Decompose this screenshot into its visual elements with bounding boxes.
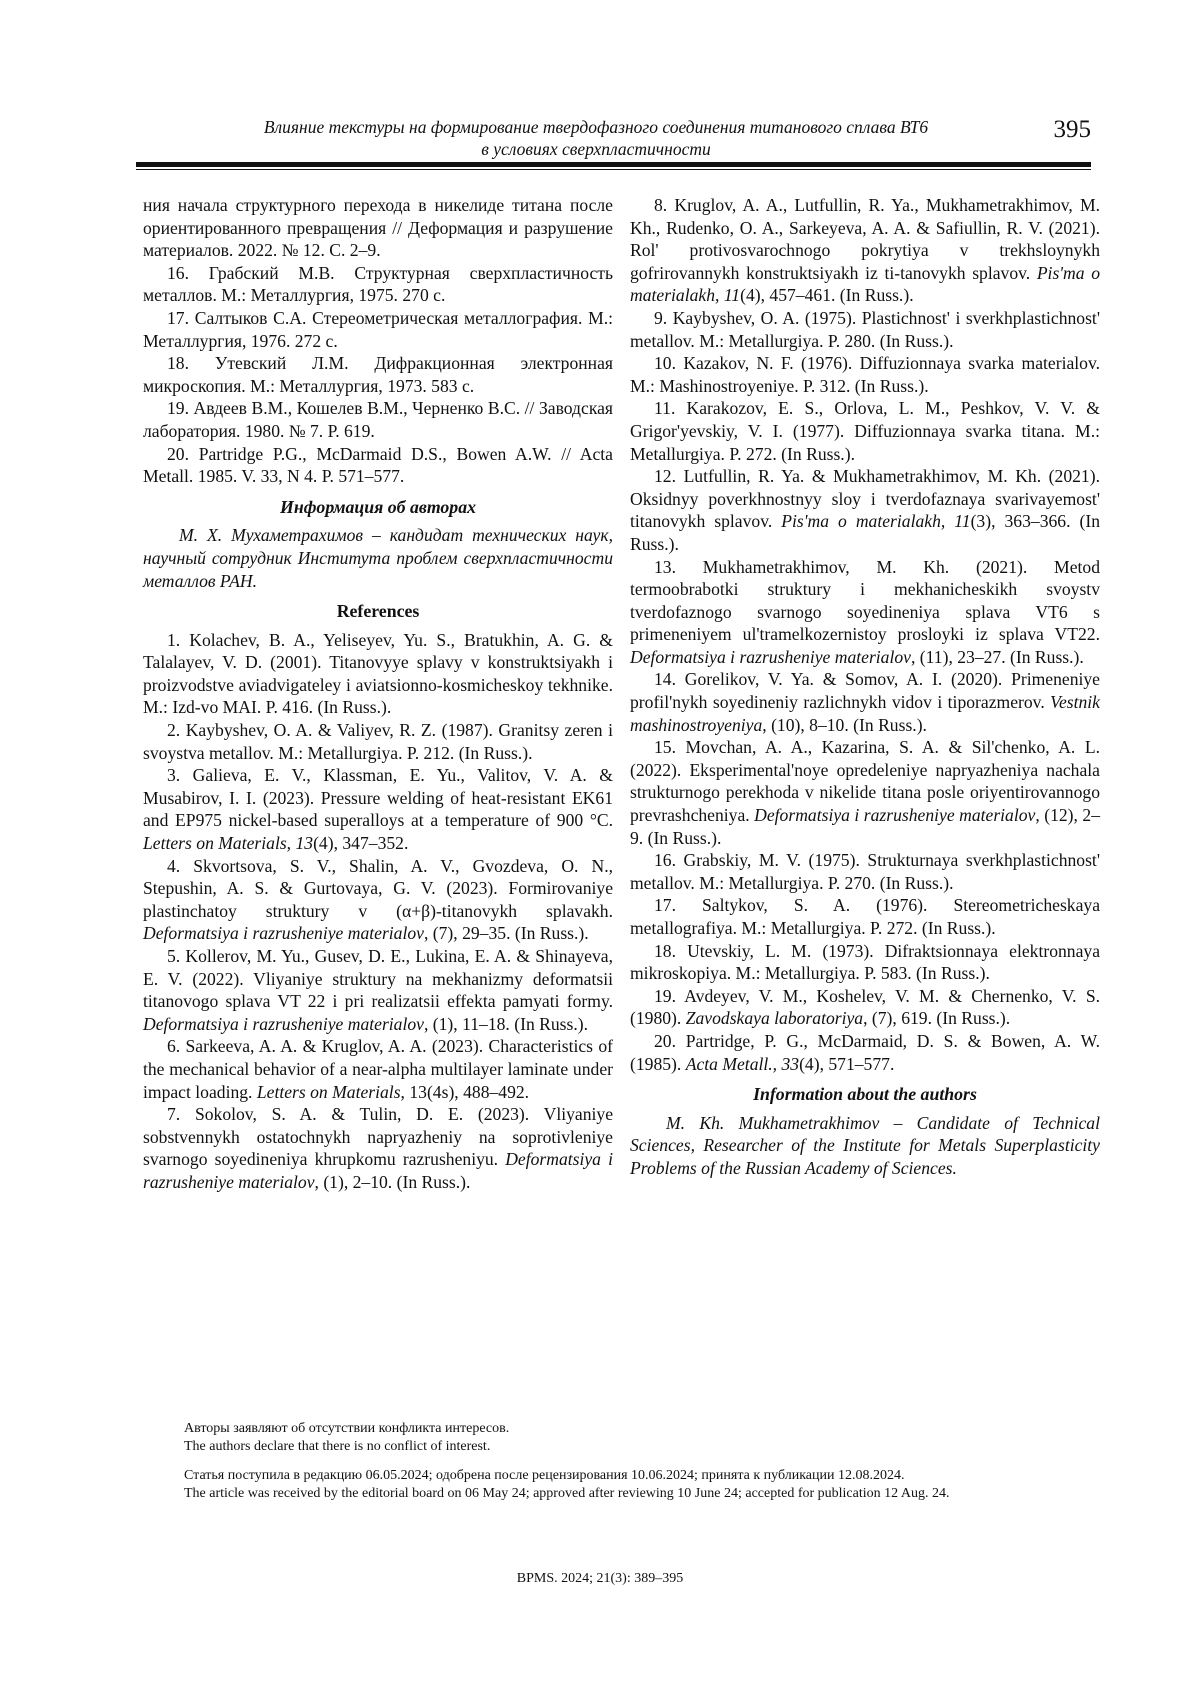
references-heading: References: [143, 600, 613, 623]
reference-text: 16. Grabskiy, M. V. (1975). Strukturnaya sverkhplastichnost' metallov. M.: Metallurgiya. P. 270. (In Russ.).: [630, 850, 1100, 893]
reference-item: [143, 1103, 613, 1193]
reference-tail: (3), 363–366. (In Russ.).: [630, 511, 1100, 554]
reference-text: 6. Sarkeeva, A. A. & Kruglov, A. A. (2023). Characteristics of the mechanical behavior of a near-alpha multilayer laminate under impact loading.: [143, 1036, 613, 1101]
footer-notes: [138, 1420, 1093, 1503]
reference-text: 8. Kruglov, A. A., Lutfullin, R. Ya., Mukhametrakhimov, M. Kh., Rudenko, O. A., Sarkeyeva, A. A. & Safiullin, R. V. (2021). Rol' protivosvarochnogo pokrytiya v trekhsloynykh gofrirovannykh konstruktsiyakh iz ti-tanovykh splavov.: [630, 195, 1100, 283]
header-rule-thin: [136, 169, 1091, 170]
reference-item: [630, 307, 1100, 352]
journal-citation: BPMS. 2024; 21(3): 389–395: [0, 1571, 1200, 1587]
conflict-ru: Авторы заявляют об отсутствии конфликта интересов.: [184, 1420, 1093, 1438]
reference-text: 14. Gorelikov, V. Ya. & Somov, A. I. (2020). Primeneniye profil'nykh soyedineniy razlichnykh vidov i tiporazmerov.: [630, 669, 1100, 712]
header-title: [206, 116, 986, 160]
authors-heading-en: Information about the authors: [630, 1083, 1100, 1106]
continued-reference: ния начала структурного перехода в никелиде титана после ориентированного превращения // Деформация и разрушение материалов. 2022. № 12. С. 2–9.: [143, 194, 613, 262]
received-en: The article was received by the editorial board on 06 May 24; approved after reviewing 10 June 24; accepted for publication 12 Aug. 24.: [138, 1485, 1093, 1503]
reference-tail: , 13(4s), 488–492.: [401, 1082, 530, 1102]
authors-heading-ru: Информация об авторах: [143, 496, 613, 519]
reference-italic: Deformatsiya i razrusheniye materialov: [143, 1014, 424, 1034]
reference-text: 18. Utevskiy, L. M. (1973). Difraktsionnaya elektronnaya mikroskopiya. M.: Metallurgiya. P. 583. (In Russ.).: [630, 941, 1100, 984]
reference-italic: Deformatsiya i razrusheniye materialov: [143, 1149, 613, 1192]
reference-text: 2. Kaybyshev, O. A. & Valiyev, R. Z. (1987). Granitsy zeren i svoystva metallov. M.: Metallurgiya. P. 212. (In Russ.).: [143, 720, 613, 763]
reference-text: 4. Skvortsova, S. V., Shalin, A. V., Gvozdeva, O. N., Stepushin, A. S. & Gurtovaya, G. V. (2023). Formirovaniye plastinchatoy struktury v (α+β)-titanovykh splavakh.: [143, 856, 613, 921]
reference-item: [143, 629, 613, 719]
reference-item: [630, 465, 1100, 555]
reference-item: [630, 194, 1100, 307]
reference-tail: , (1), 2–10. (In Russ.).: [315, 1172, 471, 1192]
reference-text: 15. Movchan, A. A., Kazarina, S. A. & Sil'chenko, A. L. (2022). Eksperimental'noye opredeleniye napryazheniya nachala strukturnogo perekhoda v nikelide titana posle oriyentirovannogo prevrashcheniya.: [630, 737, 1100, 825]
reference-italic: Deformatsiya i razrusheniye materialov: [754, 805, 1035, 825]
reference-item: [630, 397, 1100, 465]
reference-italic: Zavodskaya laboratoriya: [686, 1008, 863, 1028]
reference-tail: (4), 347–352.: [313, 833, 408, 853]
reference-tail: , (10), 8–10. (In Russ.).: [762, 715, 927, 735]
conflict-statement: [138, 1420, 1093, 1456]
received-dates: [138, 1467, 1093, 1503]
reference-text: 13. Mukhametrakhimov, M. Kh. (2021). Metod termoobrabotki struktury i mekhanicheskikh svoystv tverdofaznogo svarnogo soyedineniya splava VT6 s primeneniyem ul'tramelkozernistoy prosloyki iz splava VT22.: [630, 557, 1100, 645]
page-number: 395: [1054, 116, 1092, 144]
reference-item: [630, 894, 1100, 939]
reference-tail: , (12), 2–9. (In Russ.).: [630, 805, 1100, 848]
reference-item: [143, 1035, 613, 1103]
reference-item: [630, 849, 1100, 894]
reference-italic: Vestnik mashinostroyeniya: [630, 692, 1100, 735]
reference-text: 7. Sokolov, S. A. & Tulin, D. E. (2023). Vliyaniye sobstvennykh ostatochnykh napryazheniy na soprotivleniye svarnogo soyedineniya khrupkomu razrusheniyu.: [143, 1104, 613, 1169]
ru-reference: 19. Авдеев В.М., Кошелев В.М., Черненко В.С. // Заводская лаборатория. 1980. № 7. Р. 619.: [143, 397, 613, 442]
conflict-en: The authors declare that there is no conflict of interest.: [184, 1438, 1093, 1456]
ru-reference: 16. Грабский М.В. Структурная сверхпластичность металлов. М.: Металлургия, 1975. 270 с.: [143, 262, 613, 307]
ru-reference: 20. Partridge P.G., McDarmaid D.S., Bowen A.W. // Acta Metall. 1985. V. 33, N 4. P. 571–577.: [143, 443, 613, 488]
reference-text: 10. Kazakov, N. F. (1976). Diffuzionnaya svarka materialov. M.: Mashinostroyeniye. P. 312. (In Russ.).: [630, 353, 1100, 396]
reference-item: [143, 764, 613, 854]
reference-item: [630, 668, 1100, 736]
header-title-line2: в условиях сверхпластичности: [206, 138, 986, 160]
reference-item: [630, 352, 1100, 397]
reference-text: 3. Galieva, E. V., Klassman, E. Yu., Valitov, V. A. & Musabirov, I. I. (2023). Pressure welding of heat-resistant EK61 and EP975 nickel-based superalloys at a temperature of 900 °C.: [143, 765, 613, 830]
reference-text: 12. Lutfullin, R. Ya. & Mukhametrakhimov, M. Kh. (2021). Oksidnyy poverkhnostnyy sloy i tverdofaznaya svarivayemost' titanovykh splavov.: [630, 466, 1100, 531]
reference-italic: Deformatsiya i razrusheniye materialov: [630, 647, 911, 667]
reference-italic: Letters on Materials, 13: [143, 833, 313, 853]
reference-text: 17. Saltykov, S. A. (1976). Stereometricheskaya metallografiya. M.: Metallurgiya. P. 272. (In Russ.).: [630, 895, 1100, 938]
reference-item: [630, 556, 1100, 669]
right-column: [630, 194, 1100, 1186]
reference-italic: Letters on Materials: [257, 1082, 401, 1102]
reference-item: [630, 985, 1100, 1030]
reference-tail: , (11), 23–27. (In Russ.).: [911, 647, 1084, 667]
reference-item: [143, 719, 613, 764]
reference-text: 19. Avdeyev, V. M., Koshelev, V. M. & Chernenko, V. S. (1980).: [630, 986, 1100, 1029]
reference-tail: , (7), 29–35. (In Russ.).: [424, 923, 589, 943]
reference-italic: Pis'ma o materialakh, 11: [630, 263, 1100, 306]
ru-reference: 18. Утевский Л.М. Дифракционная электронная микроскопия. М.: Металлургия, 1973. 583 с.: [143, 352, 613, 397]
reference-item: [630, 736, 1100, 849]
received-ru: Статья поступила в редакцию 06.05.2024; одобрена после рецензирования 10.06.2024; принята к публикации 12.08.2024.: [138, 1467, 1093, 1485]
reference-text: 20. Partridge, P. G., McDarmaid, D. S. & Bowen, A. W. (1985).: [630, 1031, 1100, 1074]
reference-italic: Pis'ma o materialakh, 11: [781, 511, 970, 531]
left-column: [143, 194, 613, 1194]
header-rule-thick: [136, 162, 1091, 167]
author-info-ru: М. Х. Мухаметрахимов – кандидат технических наук, научный сотрудник Института проблем сверхпластичности металлов РАН.: [143, 524, 613, 592]
reference-item: [143, 945, 613, 1035]
reference-text: 9. Kaybyshev, O. A. (1975). Plastichnost' i sverkhplastichnost' metallov. M.: Metallurgiya. P. 280. (In Russ.).: [630, 308, 1100, 351]
reference-tail: , (1), 11–18. (In Russ.).: [424, 1014, 588, 1034]
author-info-en: M. Kh. Mukhametrakhimov – Candidate of Technical Sciences, Researcher of the Institute for Metals Superplasticity Problems of the Russian Academy of Sciences.: [630, 1112, 1100, 1180]
reference-tail: , (7), 619. (In Russ.).: [863, 1008, 1010, 1028]
reference-italic: Acta Metall., 33: [686, 1054, 799, 1074]
header-title-line1: Влияние текстуры на формирование твердофазного соединения титанового сплава ВТ6: [206, 116, 986, 138]
reference-text: 1. Kolachev, B. A., Yeliseyev, Yu. S., Bratukhin, A. G. & Talalayev, V. D. (2001). Titanovyye splavy v konstruktsiyakh i proizvodstve aviadvigateley i aviatsionno-kosmicheskoy tekhnike. M.: Izd-vo MAI. P. 416. (In Russ.).: [143, 630, 613, 718]
reference-tail: (4), 457–461. (In Russ.).: [740, 285, 913, 305]
reference-item: [630, 940, 1100, 985]
reference-item: [143, 855, 613, 945]
reference-text: 11. Karakozov, E. S., Orlova, L. M., Peshkov, V. V. & Grigor'yevskiy, V. I. (1977). Diffuzionnaya svarka titana. M.: Metallurgiya. P. 272. (In Russ.).: [630, 398, 1100, 463]
reference-tail: (4), 571–577.: [799, 1054, 894, 1074]
ru-reference: 17. Салтыков С.А. Стереометрическая металлография. М.: Металлургия, 1976. 272 с.: [143, 307, 613, 352]
reference-item: [630, 1030, 1100, 1075]
reference-text: 5. Kollerov, M. Yu., Gusev, D. E., Lukina, E. A. & Shinayeva, E. V. (2022). Vliyaniye struktury na mekhanizmy deformatsii titanovogo splava VT 22 i pri realizatsii effekta pamyati formy.: [143, 946, 613, 1011]
reference-italic: Deformatsiya i razrusheniye materialov: [143, 923, 424, 943]
